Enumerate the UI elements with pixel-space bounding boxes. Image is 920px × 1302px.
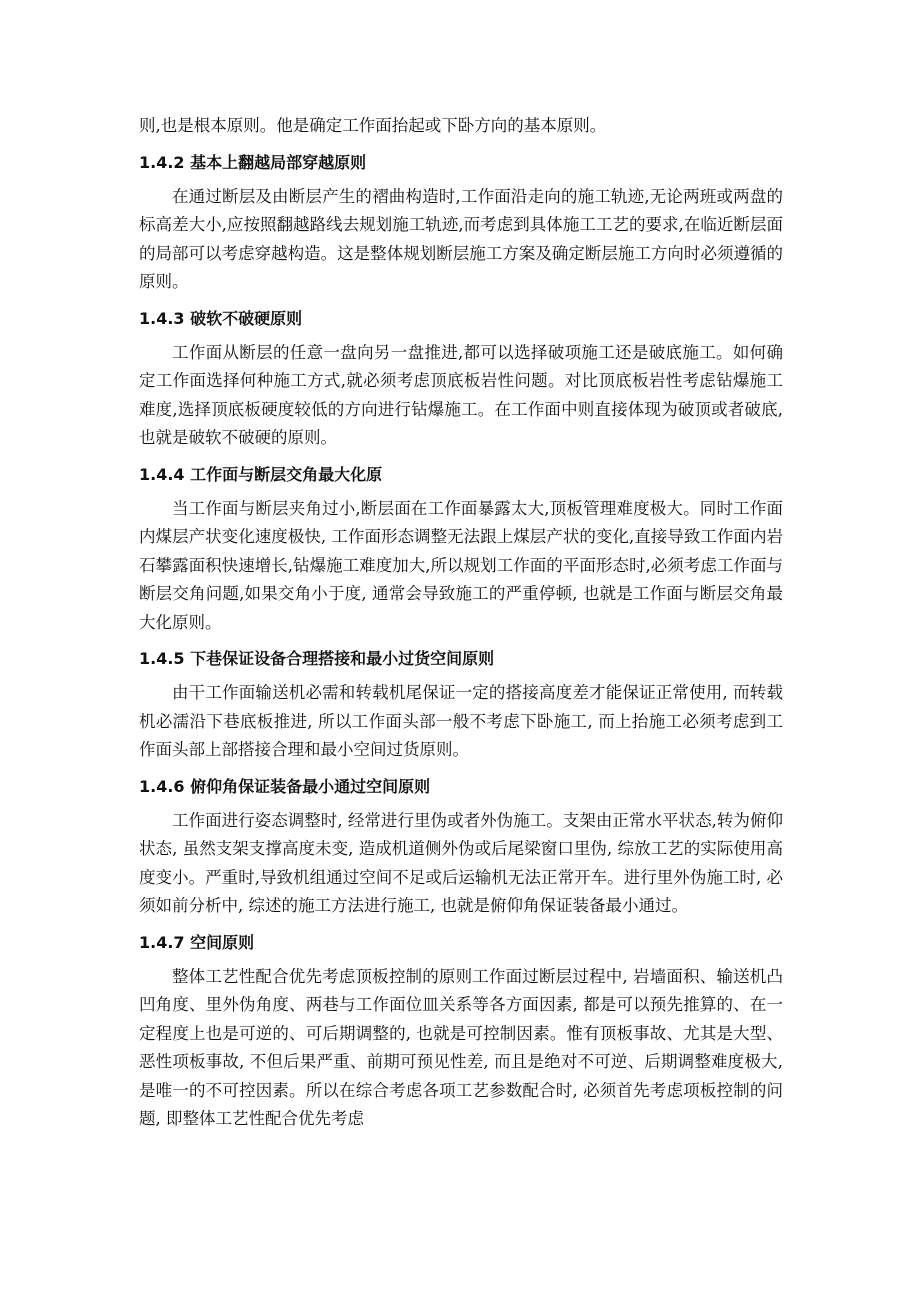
section-1-4-3 xyxy=(139,307,783,453)
section-1-4-5 xyxy=(139,647,783,765)
section-heading: 1.4.7 空间原则 xyxy=(139,932,255,952)
section-heading: 1.4.2 基本上翻越局部穿越原则 xyxy=(139,152,367,172)
section-body: 由干工作面输送机必需和转载机尾保证一定的搭接高度差才能保证正常使用, 而转载机必濡沿下巷底板推进, 所以工作面头部一般不考虑下卧施工, 而上抬施工必须考虑到工作面头部上部搭接合理和最小空间过货原则。 xyxy=(139,683,783,759)
section-heading: 1.4.5 下巷保证设备合理搭接和最小过货空间原则 xyxy=(139,649,495,668)
intro-paragraph: 则,也是根本原则。他是确定工作面抬起或下卧方向的基本原则。 xyxy=(139,116,607,135)
section-heading: 1.4.4 工作面与断层交角最大化原 xyxy=(139,464,383,484)
section-body: 工作面从断层的任意一盘向另一盘推进,都可以选择破项施工还是破底施工。如何确定工作面选择何种施工方式,就必须考虑顶底板岩性问题。对比顶底板岩性考虑钻爆施工难度,选择顶底板硬度较低的方向进行钻爆施工。在工作面中则直接体现为破顶或者破底,也就是破软不破硬的原则。 xyxy=(139,342,783,447)
section-heading: 1.4.3 破软不破硬原则 xyxy=(139,308,303,328)
section-1-4-7 xyxy=(139,931,783,1134)
section-1-4-2 xyxy=(139,151,783,297)
section-1-4-6 xyxy=(139,775,783,921)
section-body: 整体工艺性配合优先考虑顶板控制的原则工作面过断层过程中, 岩墙面积、输送机凸凹角度、里外伪角度、两巷与工作面位皿关系等各方面因素, 都是可以预先推算的、在一定程度上也是可逆的、可后期调整的, 也就是可控制因素。惟有顶板事故、尤其是大型、恶性项板事故, 不但后果严重、前期可预见性差, 而且是绝对不可逆、后期调整难度极大, 是唯一的不可控因素。所以在综合考虑各项工艺参数配合时, 必须首先考虑项板控制的问题, 即整体工艺性配合优先考虑 xyxy=(139,966,783,1128)
document-page xyxy=(139,112,783,1134)
section-heading: 1.4.6 俯仰角保证装备最小通过空间原则 xyxy=(139,776,431,796)
section-1-4-4 xyxy=(139,463,783,638)
section-body: 在通过断层及由断层产生的褶曲构造时,工作面沿走向的施工轨迹,无论两班或两盘的标高差大小,应按照翻越路线去规划施工轨迹,而考虑到具体施工工艺的要求,在临近断层面的局部可以考虑穿越构造。这是整体规划断层施工方案及确定断层施工方向时必须遵循的原则。 xyxy=(139,186,783,291)
section-body: 工作面进行姿态调整时, 经常进行里伪或者外伪施工。支架由正常水平状态,转为俯仰状态, 虽然支架支撑高度未变, 造成机道侧外伪或后尾梁窗口里伪, 综放工艺的实际使用高度变小。严重时,导致机组通过空间不足或后运输机无法正常开车。进行里外伪施工时, 必须如前分析中, 综述的施工方法进行施工, 也就是俯仰角保证装备最小通过。 xyxy=(139,810,783,915)
section-body: 当工作面与断层夹角过小,断层面在工作面暴露太大,顶板管理难度极大。同时工作面内煤层产状变化速度极快, 工作面形态调整无法跟上煤层产状的变化,直接导致工作面内岩石攀露面积快速增长,钻爆施工难度加大,所以规划工作面的平面形态时,必须考虑工作面与断层交角问题,如果交角小于度, 通常会导致施工的严重停顿, 也就是工作面与断层交角最大化原则。 xyxy=(139,498,783,632)
